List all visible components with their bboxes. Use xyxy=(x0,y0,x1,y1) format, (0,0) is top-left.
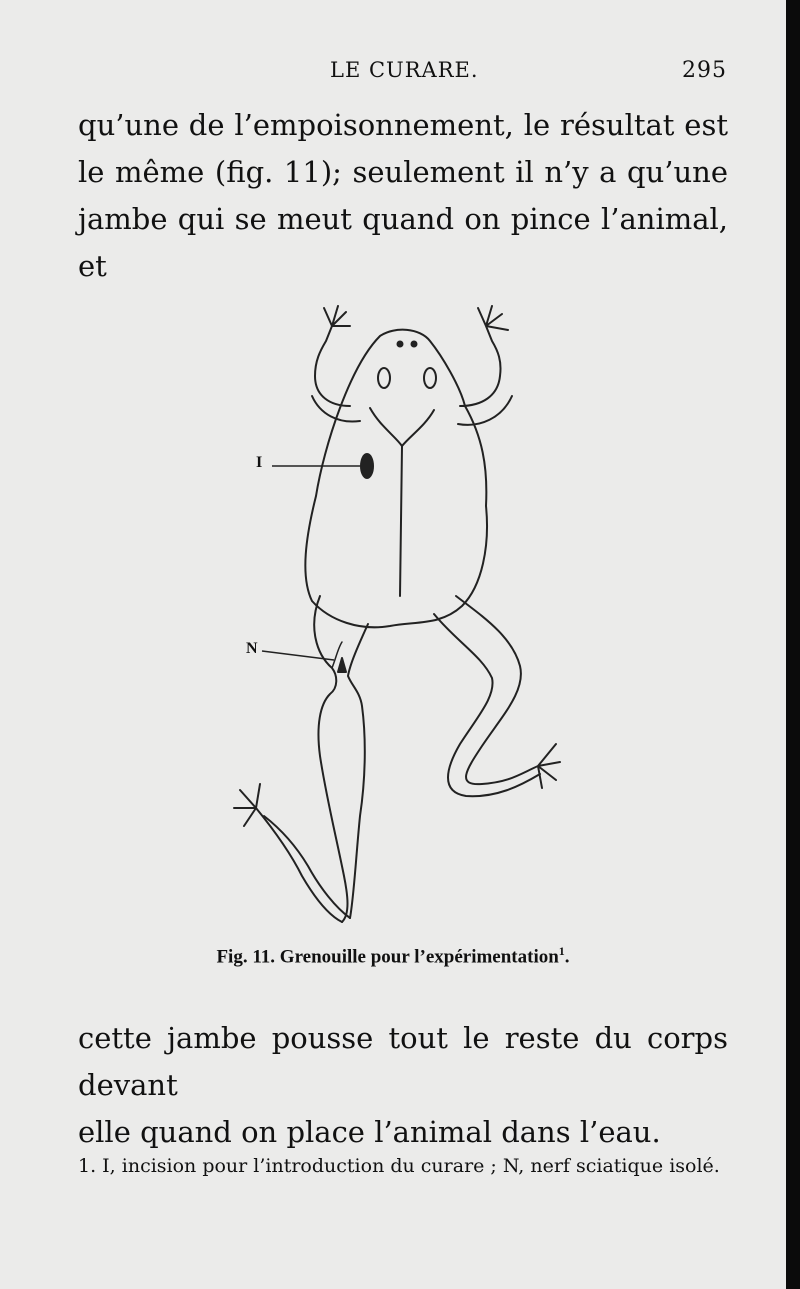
incision-label: I xyxy=(256,454,263,471)
text-line: jambe qui se meut quand on pince l’animal, et xyxy=(78,202,728,283)
text-line: même (fig. 11); seulement il n’y a qu’une xyxy=(115,155,728,189)
top-paragraph xyxy=(78,102,728,290)
running-header xyxy=(0,58,786,88)
frog-drawing-icon xyxy=(220,296,580,932)
text-line: elle quand on place l’animal dans l’eau. xyxy=(78,1115,661,1149)
frog-figure xyxy=(220,296,580,932)
page-number: 295 xyxy=(682,58,727,83)
caption-text: Fig. 11. Grenouille pour l’expérimentation xyxy=(216,946,559,968)
footnote-mark: 1 xyxy=(558,944,565,958)
text-line: qu’une de l’empoisonnement, le résultat est le xyxy=(78,108,728,189)
figure-caption: Fig. 11. Grenouille pour l’expérimentation$^1$. xyxy=(216,944,570,968)
nerve-label: N xyxy=(246,640,258,657)
bottom-paragraph xyxy=(78,1015,728,1156)
page-edge-shadow xyxy=(786,0,800,1289)
footnote: 1. I, incision pour l’introduction du curare ; N, nerf sciatique isolé. xyxy=(78,1155,720,1177)
running-title: LE CURARE. xyxy=(330,58,479,82)
text-line: cette jambe pousse tout le reste du corps devant xyxy=(78,1021,728,1102)
